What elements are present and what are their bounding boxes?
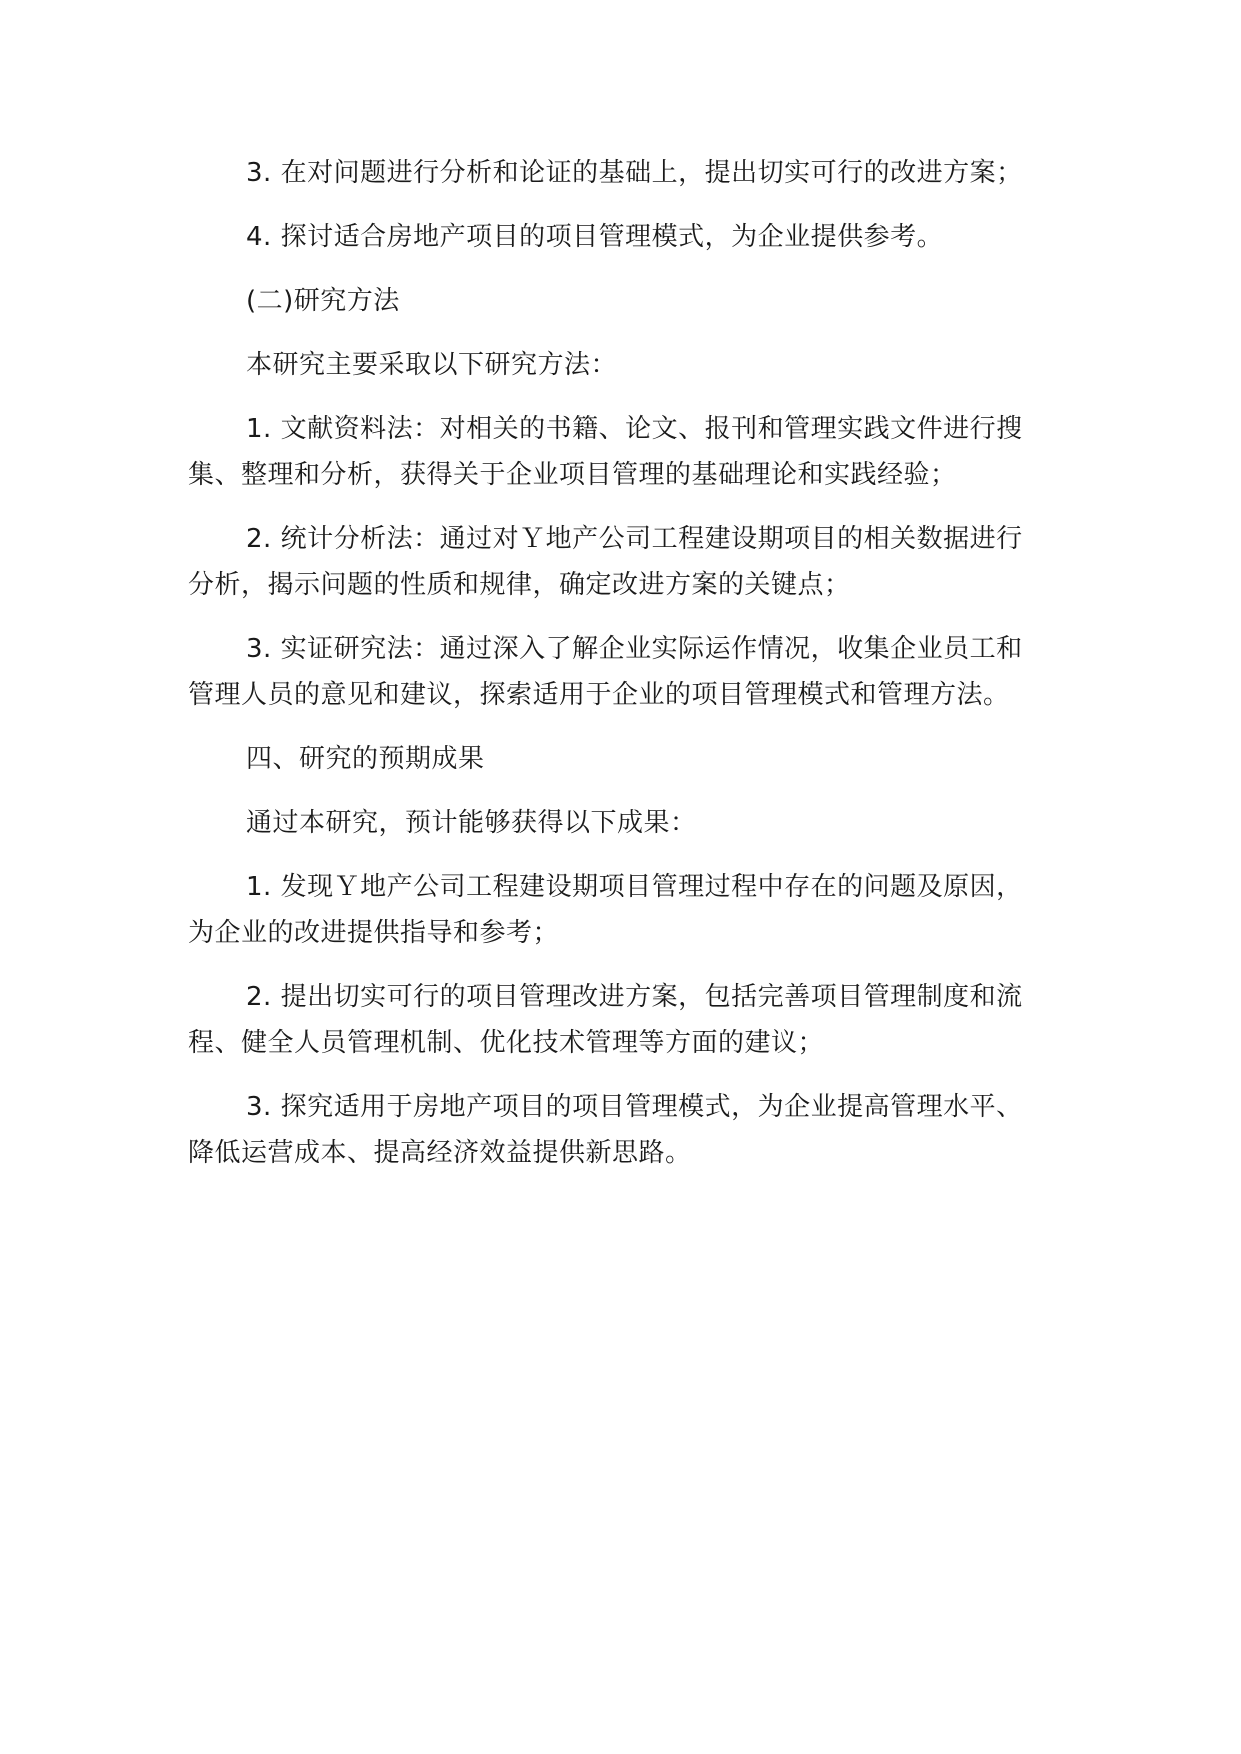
document-body <box>188 150 1048 1194</box>
paragraph-outcomes-intro: 通过本研究，预计能够获得以下成果： <box>246 808 697 838</box>
paragraph-outcome-3: 3. 探究适用于房地产项目的项目管理模式，为企业提高管理水平、降低运营成本、提高经济效益提供新思路。 <box>188 1092 1023 1168</box>
paragraph-outcome-1: 1. 发现Ｙ地产公司工程建设期项目管理过程中存在的问题及原因，为企业的改进提供指导和参考； <box>188 872 1023 948</box>
paragraph-method-3: 3. 实证研究法：通过深入了解企业实际运作情况，收集企业员工和管理人员的意见和建议，探索适用于企业的项目管理模式和管理方法。 <box>188 634 1023 710</box>
paragraph-method-2: 2. 统计分析法：通过对Ｙ地产公司工程建设期项目的相关数据进行分析，揭示问题的性质和规律，确定改进方案的关键点； <box>188 524 1023 600</box>
section-heading-methods: (二)研究方法 <box>246 286 400 316</box>
paragraph-objective-3: 3. 在对问题进行分析和论证的基础上，提出切实可行的改进方案； <box>246 158 1023 188</box>
paragraph-objective-4: 4. 探讨适合房地产项目的项目管理模式，为企业提供参考。 <box>246 222 944 252</box>
paragraph-outcome-2: 2. 提出切实可行的项目管理改进方案，包括完善项目管理制度和流程、健全人员管理机制、优化技术管理等方面的建议； <box>188 982 1023 1058</box>
paragraph-methods-intro: 本研究主要采取以下研究方法： <box>246 350 618 380</box>
paragraph-method-1: 1. 文献资料法：对相关的书籍、论文、报刊和管理实践文件进行搜集、整理和分析，获得关于企业项目管理的基础理论和实践经验； <box>188 414 1023 490</box>
section-heading-outcomes: 四、研究的预期成果 <box>246 744 485 774</box>
